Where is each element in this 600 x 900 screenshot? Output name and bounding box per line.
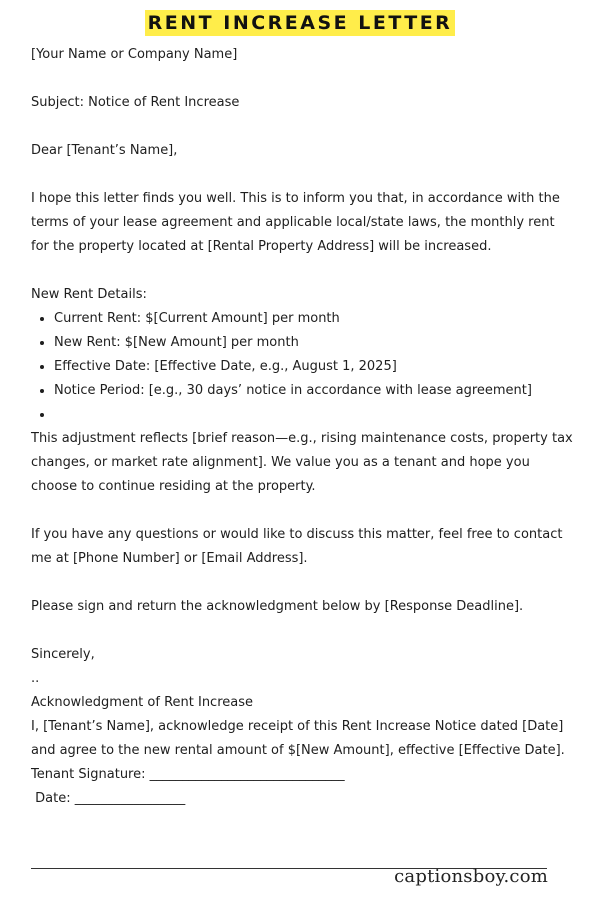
subject-line: Subject: Notice of Rent Increase [31, 95, 240, 110]
intro-paragraph: I hope this letter finds you well. This is to inform you that, in accordance with the terms of your lease agreement and applicable local/state laws, the monthly rent for the property located at [Rental Property Address] will be increased. [31, 191, 560, 254]
reason-paragraph: This adjustment reflects [brief reason—e.g., rising maintenance costs, property tax changes, or market rate alignment]. We value you as a tenant and hope you choose to continue residing at the property. [31, 431, 573, 494]
detail-new-rent: • New Rent: $[New Amount] per month [54, 331, 576, 355]
detail-effective-date: • Effective Date: [Effective Date, e.g., August 1, 2025] [54, 355, 576, 379]
brand-watermark: captionsboy.com [394, 866, 548, 887]
acknowledgment-text: I, [Tenant’s Name], acknowledge receipt of this Rent Increase Notice dated [Date] and agree to the new rental amount of $[New Amount], effective [Effective Date]. [31, 719, 565, 758]
sender-name: [Your Name or Company Name] [31, 47, 238, 62]
acknowledgment-heading: Acknowledgment of Rent Increase [31, 695, 254, 710]
tenant-signature-line: Tenant Signature: ______________________________ [31, 767, 345, 782]
detail-empty-bullet [54, 403, 576, 427]
contact-paragraph: If you have any questions or would like to discuss this matter, feel free to contact me at [Phone Number] or [Email Address]. [31, 527, 563, 566]
title-block [0, 0, 600, 38]
letter-title: RENT INCREASE LETTER [145, 10, 456, 36]
rent-details-list [31, 307, 576, 427]
date-line: Date: _________________ [31, 791, 186, 806]
salutation: Dear [Tenant’s Name], [31, 143, 178, 158]
closing-mark: .. [31, 671, 40, 686]
letter-body [31, 43, 576, 811]
detail-notice-period: • Notice Period: [e.g., 30 days’ notice in accordance with lease agreement] [54, 379, 576, 403]
closing: Sincerely, [31, 647, 95, 662]
sign-request: Please sign and return the acknowledgment below by [Response Deadline]. [31, 599, 524, 614]
detail-current-rent: • Current Rent: $[Current Amount] per month [54, 307, 576, 331]
details-heading: New Rent Details: [31, 287, 147, 302]
